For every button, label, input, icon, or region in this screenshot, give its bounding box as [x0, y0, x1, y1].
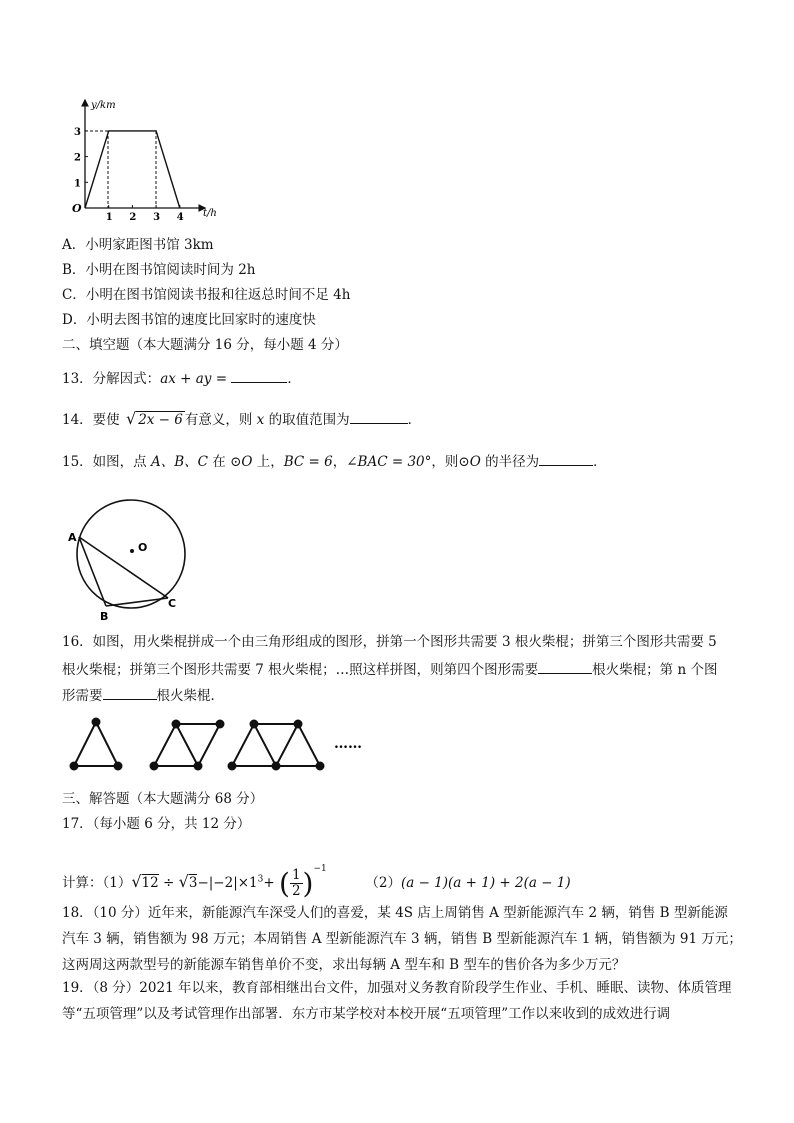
q14-mid: 有意义，则 — [184, 412, 253, 428]
q14-prefix: 14．要使 — [62, 412, 120, 428]
distance-time-graph — [70, 94, 230, 224]
segment-ab — [79, 537, 106, 606]
q15-end: ． — [593, 454, 607, 470]
q14-sqrt: √ 2x − 6 — [125, 409, 183, 428]
q13-prefix: 13．分解因式： — [62, 371, 161, 387]
q17-frac-num: 1 — [291, 867, 301, 883]
question-18 — [62, 900, 742, 978]
q17-div: ÷ — [163, 875, 175, 891]
q14-end: ． — [407, 412, 422, 428]
option-d: D．小明去图书馆的速度比回家时的速度快 — [62, 312, 316, 328]
question-16-line-1: 16．如图，用火柴棍拼成一个由三角形组成的图形，拼第一个图形共需要 3 根火柴棍；拼第三个图形共需要 5 — [62, 634, 717, 650]
q15-circle-2: ⊙O — [458, 454, 481, 470]
q17-plus: + — [263, 875, 275, 891]
q17-sqrt3: 3 — [188, 875, 198, 891]
x-tick-label: 3 — [153, 212, 161, 223]
q14-answer-blank[interactable] — [350, 409, 408, 424]
x-axis-label: t/h — [203, 208, 217, 219]
label-o: O — [138, 541, 148, 554]
label-c: C — [168, 597, 177, 610]
q17-label: 计算： — [62, 875, 103, 891]
q18-line-1: 18．（10 分）近年来，新能源汽车深受人们的喜爱，某 4S 店上周销售 A 型新能源汽车 2 辆，销售 B 型新能源 — [62, 905, 728, 921]
q15-answer-blank[interactable] — [539, 451, 593, 466]
section-3-heading: 三、解答题（本大题满分 68 分） — [62, 791, 264, 807]
figure-3 — [229, 721, 324, 770]
origin-label: O — [72, 202, 82, 215]
q15-a: 15．如图，点 — [62, 454, 147, 470]
question-14 — [62, 409, 421, 429]
continuation-dots: …… — [334, 736, 362, 752]
x-tick-label: 4 — [176, 212, 184, 223]
option-b: B．小明在图书馆阅读时间为 2h — [62, 262, 256, 278]
q17-frac-den: 2 — [291, 883, 301, 899]
q16-line2-b: 根火柴棍；第 n 个图 — [592, 662, 718, 678]
q17-expr2: (a − 1)(a + 1) + 2(a − 1) — [400, 875, 571, 891]
q17-sqrt12: 12 — [141, 875, 159, 891]
question-13 — [62, 368, 301, 388]
q16-line3-a: 形需要 — [62, 688, 103, 704]
q15-d: ，则 — [431, 454, 459, 470]
q19-line-1: 19．（8 分）2021 年以来，教育部相继出台文件，加强对义务教育阶段学生作业、手机、睡眠、读物、体质管理 — [62, 980, 732, 996]
q13-end: ． — [287, 371, 301, 387]
distance-line — [85, 131, 180, 208]
y-tick-label: 2 — [74, 152, 81, 164]
q18-line-3: 这两周这两款型号的新能源车销售单价不变，求出每辆 A 型车和 B 型车的售价各为多少万元？ — [62, 957, 626, 973]
q14-radicand: 2x − 6 — [138, 412, 183, 428]
section-2-heading: 二、填空题（本大题满分 16 分，每小题 4 分） — [62, 337, 348, 353]
y-tick-label: 3 — [74, 126, 81, 138]
question-17-heading: 17．（每小题 6 分，共 12 分） — [62, 816, 251, 832]
segment-ac — [79, 537, 168, 598]
q15-c: 上， — [256, 454, 284, 470]
q19-line-2: 等“五项管理”以及考试管理作出部署．东方市某学校对本校开展“五项管理”工作以来收到的成效进行调 — [62, 1006, 671, 1022]
x-tick-label: 2 — [129, 212, 137, 223]
y-axis-label: y/km — [91, 100, 116, 111]
label-b: B — [100, 610, 109, 623]
label-a: A — [68, 531, 77, 544]
q15-points: A、B、C — [150, 454, 208, 470]
q17-abs: −|−2|×1 — [197, 875, 258, 891]
option-a: A．小明家距图书馆 3km — [62, 237, 214, 253]
question-15 — [62, 451, 607, 471]
q15-sep: ， — [332, 454, 347, 470]
question-19 — [62, 975, 742, 1027]
q16-line2-a: 根火柴棍；拼第三个图形共需要 7 根火柴棍；…照这样拼图，则第四个图形需要 — [62, 662, 539, 678]
q17-exp3: 3 — [257, 874, 264, 885]
q15-b: 在 — [212, 454, 226, 470]
y-tick-label: 1 — [74, 178, 81, 190]
question-16-line-3 — [62, 685, 224, 705]
q17-neg1: −1 — [313, 864, 327, 874]
q13-expression: ax + ay = — [160, 371, 228, 387]
figure-2 — [151, 721, 224, 770]
q14-var: x — [256, 412, 265, 428]
q18-line-2: 汽车 3 辆，销售额为 98 万元；本周销售 A 型新能源汽车 3 辆，销售 B 型新能源汽车 1 辆，销售额为 91 万元； — [62, 931, 742, 947]
q15-bc: BC = 6 — [283, 454, 333, 470]
q16-answer-blank-2[interactable] — [103, 685, 157, 700]
q17-part2-label: （2） — [365, 875, 401, 891]
matchstick-figures — [62, 714, 382, 778]
circle-figure — [62, 493, 197, 623]
q16-line3-b: 根火柴棍． — [156, 688, 224, 704]
q15-e: 的半径为 — [485, 454, 540, 470]
segment-bc — [106, 598, 168, 606]
center-point — [130, 549, 134, 553]
q14-suffix: 的取值范围为 — [268, 412, 350, 428]
x-tick-label: 1 — [105, 212, 113, 223]
q13-answer-blank[interactable] — [231, 368, 287, 383]
q17-part1-label: （1） — [102, 875, 132, 891]
figure-1 — [71, 719, 122, 770]
question-17-expressions: 计算：$(1)√12 \div √3-|-2|\times 1^3+$ ( $\frac{1}{2}$ )$^{-1}$ （2）(a − 1)(a + 1) + 2(a − 1) — [62, 864, 571, 900]
circle-o — [77, 500, 185, 608]
option-c: C．小明在图书馆阅读书报和往返总时间不足 4h — [62, 287, 351, 303]
q15-angle: ∠BAC = 30° — [346, 454, 432, 470]
q15-circle: ⊙O — [230, 454, 253, 470]
question-16-line-2 — [62, 659, 717, 679]
q16-answer-blank-1[interactable] — [538, 659, 592, 674]
